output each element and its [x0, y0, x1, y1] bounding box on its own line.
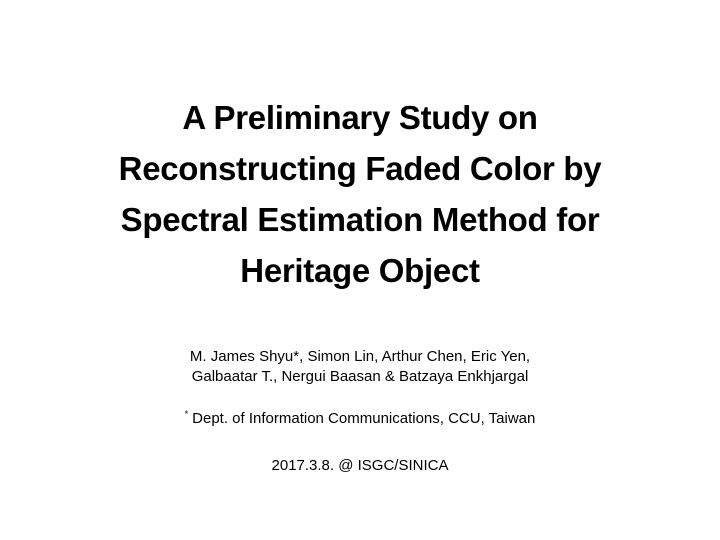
title-line: Reconstructing Faded Color by: [118, 150, 602, 187]
author-list: [60, 347, 660, 387]
title-line: Heritage Object: [240, 252, 480, 289]
affiliation-text: Dept. of Information Communications, CCU, Taiwan: [192, 410, 536, 427]
author-line: Galbaatar T., Nergui Baasan & Batzaya Enkhjargal: [191, 368, 529, 385]
title-line: Spectral Estimation Method for: [120, 201, 600, 238]
author-line: M. James Shyu*, Simon Lin, Arthur Chen, Eric Yen,: [189, 348, 531, 365]
slide-title: [60, 92, 660, 296]
title-line: A Preliminary Study on: [182, 99, 538, 136]
affiliation-marker: *: [184, 409, 189, 419]
date-venue: 2017.3.8. @ ISGC/SINICA: [271, 457, 449, 474]
affiliation: [60, 404, 660, 429]
